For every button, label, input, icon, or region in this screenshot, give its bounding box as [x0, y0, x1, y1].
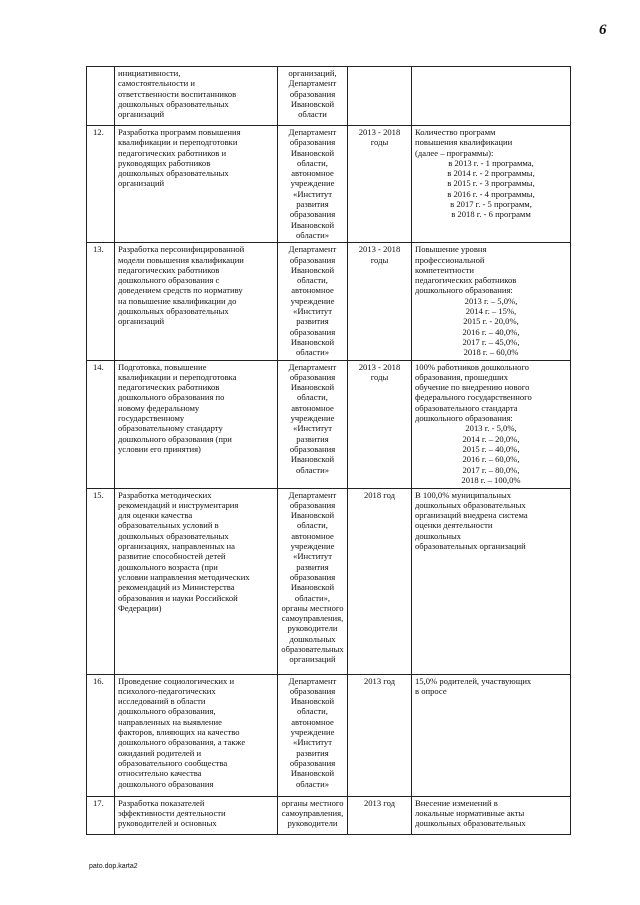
- executor-line: области,: [297, 157, 328, 168]
- result-line: в 2018 г. - 6 программ: [451, 209, 531, 220]
- activity-line: дошкольных образовательных: [118, 306, 229, 317]
- executor-line: образования: [289, 443, 336, 454]
- executor-line: учреждение: [290, 295, 335, 306]
- result-cell: [412, 488, 571, 674]
- activity-line: дошкольного образования (при: [118, 433, 232, 444]
- executor-cell: [278, 67, 348, 126]
- row-number-text: 12.: [93, 127, 104, 137]
- executor-line: развития: [296, 561, 329, 572]
- executor-line: органы местного: [281, 602, 344, 613]
- activity-line: квалификации и переподготовка: [118, 371, 237, 382]
- activity-line: руководителей и основных: [118, 818, 217, 829]
- executor-line: самоуправления,: [281, 807, 344, 818]
- activity-line: образовательных условий в: [118, 520, 219, 531]
- result-cell: [412, 243, 571, 360]
- executor-cell: [278, 126, 348, 243]
- activity-line: инициативности,: [118, 68, 181, 78]
- row-number: [87, 243, 115, 360]
- result-intro-line: образовательных организаций: [415, 541, 526, 552]
- activity-line: ответственности воспитанников: [118, 88, 237, 99]
- executor-line: образования: [289, 371, 336, 382]
- executor-line: области,: [297, 520, 328, 531]
- row-number: [87, 126, 115, 243]
- activity-line: образования и науки Российской: [118, 592, 238, 603]
- executor-line: образования: [289, 254, 336, 265]
- executor-line: Ивановской: [290, 264, 335, 275]
- result-intro-line: организаций внедрена система: [415, 510, 528, 521]
- activity-line: организаций: [118, 178, 165, 189]
- activity-line: дошкольного образования, а также: [118, 737, 246, 748]
- row-number-text: 15.: [93, 489, 104, 500]
- result-list: [415, 296, 567, 358]
- executor-line: области,: [297, 706, 328, 717]
- activity-line: дошкольного образования: [118, 778, 214, 789]
- result-intro-line: 100% работников дошкольного: [415, 361, 529, 372]
- executor-line: автономное: [291, 716, 334, 727]
- result-line: 2016 г. – 60,0%,: [462, 454, 520, 465]
- table-row: [87, 674, 571, 796]
- executor-line: области»,: [294, 592, 331, 603]
- executor-cell: [278, 796, 348, 834]
- activity-line: психолого-педагогических: [118, 685, 216, 696]
- executor-line: области»: [295, 347, 330, 358]
- result-intro-line: 15,0% родителей, участвующих: [415, 675, 532, 686]
- activity-line: педагогических работников: [118, 382, 220, 393]
- activity-line: Подготовка, повышение: [118, 361, 207, 372]
- executor-line: Департамент: [288, 675, 337, 686]
- result-line: в 2015 г. - 3 программы,: [447, 178, 535, 189]
- result-line: 2016 г. – 40,0%,: [462, 326, 520, 337]
- executor-line: автономное: [291, 285, 334, 296]
- executor-line: Ивановской: [290, 454, 335, 465]
- activity-line: рекомендаций и инструментария: [118, 499, 239, 510]
- executor-line: дошкольных: [289, 633, 336, 644]
- executor-line: автономное: [291, 530, 334, 541]
- result-intro-line: обучение по внедрению нового: [415, 382, 530, 393]
- result-cell: [412, 674, 571, 796]
- activity-cell: [115, 488, 278, 674]
- activity-line: самостоятельности и: [118, 78, 196, 89]
- term-line: годы: [370, 137, 389, 148]
- result-intro-line: дошкольных: [415, 530, 462, 541]
- executor-line: области»: [295, 778, 330, 789]
- term-cell: [348, 126, 412, 243]
- executor-line: Ивановской: [290, 696, 335, 707]
- executor-line: учреждение: [290, 413, 335, 424]
- activity-line: дошкольного образования по: [118, 392, 225, 403]
- executor-line: «Институт: [293, 551, 332, 562]
- activity-line: организациях, направленных на: [118, 541, 235, 552]
- activity-line: квалификации и переподготовки: [118, 137, 238, 148]
- executor-line: учреждение: [290, 541, 335, 552]
- executor-line: Ивановской: [290, 147, 335, 158]
- executor-line: организаций: [289, 654, 336, 665]
- executor-line: руководители: [287, 623, 338, 634]
- result-intro-line: федерального государственного: [415, 392, 532, 403]
- activity-line: Разработка программ повышения: [118, 127, 241, 137]
- executor-cell: [278, 360, 348, 488]
- activity-line: Федерации): [118, 602, 162, 613]
- executor-line: автономное: [291, 402, 334, 413]
- result-intro-line: образовательного стандарта: [415, 402, 518, 413]
- result-intro-line: Количество программ: [415, 127, 496, 137]
- executor-line: Департамент: [288, 78, 337, 89]
- result-cell: [412, 67, 571, 126]
- activity-line: доведением средств по нормативу: [118, 285, 243, 296]
- result-line: 2013 г. - 5,0%,: [465, 423, 517, 434]
- result-intro-line: оценки деятельности: [415, 520, 493, 531]
- executor-line: Ивановской: [290, 768, 335, 779]
- activity-line: для оценки качества: [118, 510, 193, 521]
- result-line: в 2013 г. - 1 программа,: [448, 157, 534, 168]
- executor-line: развития: [296, 433, 329, 444]
- term-cell: [348, 67, 412, 126]
- activity-line: Проведение социологических и: [118, 675, 235, 686]
- term-cell: [348, 243, 412, 360]
- result-line: 2015 г. - 20,0%,: [463, 316, 519, 327]
- activity-line: руководящих работников: [118, 157, 211, 168]
- executor-line: области: [298, 109, 327, 120]
- term-line: 2018 год: [363, 489, 396, 500]
- executor-line: образования: [289, 137, 336, 148]
- executor-line: развития: [296, 316, 329, 327]
- result-line: 2018 г. – 100,0%: [461, 474, 521, 485]
- row-number-text: 14.: [93, 361, 104, 372]
- executor-line: области»: [295, 464, 330, 475]
- executor-line: органы местного: [281, 797, 344, 808]
- activity-line: дошкольного образования,: [118, 706, 216, 717]
- activity-line: педагогических работников и: [118, 147, 227, 158]
- result-intro-line: образования, прошедших: [415, 371, 509, 382]
- result-intro-line: (далее – программы):: [415, 147, 494, 158]
- activity-line: направленных на выявление: [118, 716, 222, 727]
- row-number: [87, 674, 115, 796]
- executor-line: области»: [295, 229, 330, 240]
- result-intro-line: в опросе: [415, 685, 447, 696]
- result-intro-line: дошкольного образования:: [415, 413, 513, 424]
- table-row: [87, 126, 571, 243]
- activity-line: модели повышения квалификации: [118, 254, 244, 265]
- result-line: 2017 г. – 45,0%,: [462, 336, 520, 347]
- activity-line: на повышение квалификации до: [118, 295, 237, 306]
- result-line: 2015 г. – 40,0%,: [462, 443, 520, 454]
- executor-line: «Институт: [293, 423, 332, 434]
- result-intro-line: Внесение изменений в: [415, 797, 498, 808]
- executor-line: образования: [289, 499, 336, 510]
- executor-line: области,: [297, 275, 328, 286]
- activity-cell: [115, 360, 278, 488]
- result-cell: [412, 360, 571, 488]
- term-line: 2013 - 2018: [358, 127, 401, 137]
- activity-line: государственному: [118, 413, 185, 424]
- activity-cell: [115, 126, 278, 243]
- page-number: 6: [599, 22, 607, 38]
- executor-line: образовательных: [281, 643, 344, 654]
- measures-table: [86, 66, 571, 835]
- term-line: 2013 - 2018: [358, 361, 401, 372]
- executor-line: учреждение: [290, 727, 335, 738]
- activity-line: дошкольного возраста (при: [118, 561, 218, 572]
- executor-line: организаций,: [288, 68, 337, 78]
- result-line: 2013 г. – 5,0%,: [464, 295, 518, 306]
- activity-cell: [115, 243, 278, 360]
- executor-line: руководители: [287, 818, 338, 829]
- term-line: годы: [370, 254, 389, 265]
- executor-line: развития: [296, 747, 329, 758]
- term-line: годы: [370, 371, 389, 382]
- activity-line: развитие способностей детей: [118, 551, 226, 562]
- activity-line: исследований в области: [118, 696, 206, 707]
- result-intro-line: Повышение уровня: [415, 244, 487, 255]
- row-number: [87, 67, 115, 126]
- result-line: 2018 г. – 60,0%: [463, 347, 519, 358]
- row-number-text: 13.: [93, 244, 104, 255]
- activity-line: факторов, влияющих на качество: [118, 727, 240, 738]
- executor-line: Департамент: [288, 127, 337, 137]
- result-intro-line: дошкольных образовательных: [415, 499, 526, 510]
- row-number-text: 16.: [93, 675, 104, 686]
- activity-line: условии направления методических: [118, 571, 250, 582]
- result-intro-line: дошкольных образовательных: [415, 818, 526, 829]
- executor-line: Ивановской: [290, 510, 335, 521]
- activity-line: дошкольного образования с: [118, 275, 220, 286]
- executor-line: учреждение: [290, 178, 335, 189]
- result-intro-line: В 100,0% муниципальных: [415, 489, 512, 500]
- executor-line: Департамент: [288, 489, 337, 500]
- activity-line: относительно качества: [118, 768, 202, 779]
- table-row: [87, 67, 571, 126]
- activity-line: Разработка персонифицированной: [118, 244, 245, 255]
- result-list: [415, 158, 567, 220]
- row-number: [87, 488, 115, 674]
- activity-line: дошкольных образовательных: [118, 530, 229, 541]
- activity-line: дошкольных образовательных: [118, 98, 229, 109]
- executor-line: области,: [297, 392, 328, 403]
- executor-line: образования: [289, 88, 336, 99]
- executor-line: развития: [296, 199, 329, 210]
- result-intro-line: педагогических работников: [415, 275, 517, 286]
- executor-line: образования: [289, 571, 336, 582]
- executor-line: образования: [289, 209, 336, 220]
- row-number-text: 17.: [93, 797, 104, 808]
- result-line: 2017 г. – 80,0%,: [462, 464, 520, 475]
- activity-line: Разработка показателей: [118, 797, 205, 808]
- table-row: [87, 796, 571, 834]
- result-intro-line: компетентности: [415, 264, 474, 275]
- executor-line: Департамент: [288, 244, 337, 255]
- row-number: [87, 360, 115, 488]
- result-line: 2014 г. – 20,0%,: [462, 433, 520, 444]
- activity-line: организаций: [118, 316, 165, 327]
- result-list: [415, 423, 567, 485]
- executor-line: Ивановской: [290, 582, 335, 593]
- term-cell: [348, 488, 412, 674]
- result-intro-line: профессиональной: [415, 254, 485, 265]
- table-row: [87, 360, 571, 488]
- activity-line: образовательному стандарту: [118, 423, 223, 434]
- activity-line: эффективности деятельности: [118, 807, 226, 818]
- activity-line: педагогических работников: [118, 264, 220, 275]
- result-cell: [412, 126, 571, 243]
- executor-line: «Институт: [293, 188, 332, 199]
- table-body: [87, 67, 571, 835]
- activity-cell: [115, 796, 278, 834]
- result-intro-line: дошкольного образования:: [415, 285, 513, 296]
- activity-line: дошкольных образовательных: [118, 168, 229, 179]
- executor-line: Ивановской: [290, 98, 335, 109]
- executor-line: «Институт: [293, 306, 332, 317]
- activity-line: условии его принятия): [118, 443, 201, 454]
- activity-cell: [115, 674, 278, 796]
- term-cell: [348, 360, 412, 488]
- executor-cell: [278, 674, 348, 796]
- activity-line: новому федеральному: [118, 402, 200, 413]
- executor-line: самоуправления,: [281, 613, 344, 624]
- table-row: [87, 243, 571, 360]
- activity-line: рекомендаций из Министерства: [118, 582, 235, 593]
- executor-cell: [278, 243, 348, 360]
- executor-line: образования: [289, 685, 336, 696]
- term-line: 2013 - 2018: [358, 244, 401, 255]
- term-line: 2013 год: [363, 797, 396, 808]
- activity-line: организаций: [118, 109, 165, 120]
- term-cell: [348, 796, 412, 834]
- executor-cell: [278, 488, 348, 674]
- executor-line: образования: [289, 326, 336, 337]
- executor-line: образования: [289, 757, 336, 768]
- executor-line: Ивановской: [290, 219, 335, 230]
- result-line: 2014 г. – 15%,: [465, 306, 517, 317]
- activity-line: Разработка методических: [118, 489, 212, 500]
- result-intro-line: повышения квалификации: [415, 137, 513, 148]
- activity-line: образовательного сообщества: [118, 757, 228, 768]
- footer-code: pato.dop.karta2: [89, 863, 138, 870]
- executor-line: автономное: [291, 168, 334, 179]
- activity-cell: [115, 67, 278, 126]
- executor-line: «Институт: [293, 737, 332, 748]
- executor-line: Департамент: [288, 361, 337, 372]
- result-intro-line: локальные нормативные акты: [415, 807, 525, 818]
- result-cell: [412, 796, 571, 834]
- term-cell: [348, 674, 412, 796]
- activity-line: ожиданий родителей и: [118, 747, 202, 758]
- executor-line: Ивановской: [290, 336, 335, 347]
- result-line: в 2014 г. - 2 программы,: [447, 168, 535, 179]
- result-line: в 2016 г. - 4 программы,: [447, 188, 535, 199]
- result-line: в 2017 г. - 5 программ,: [450, 199, 532, 210]
- table-row: [87, 488, 571, 674]
- row-number: [87, 796, 115, 834]
- executor-line: Ивановской: [290, 382, 335, 393]
- term-line: 2013 год: [363, 675, 396, 686]
